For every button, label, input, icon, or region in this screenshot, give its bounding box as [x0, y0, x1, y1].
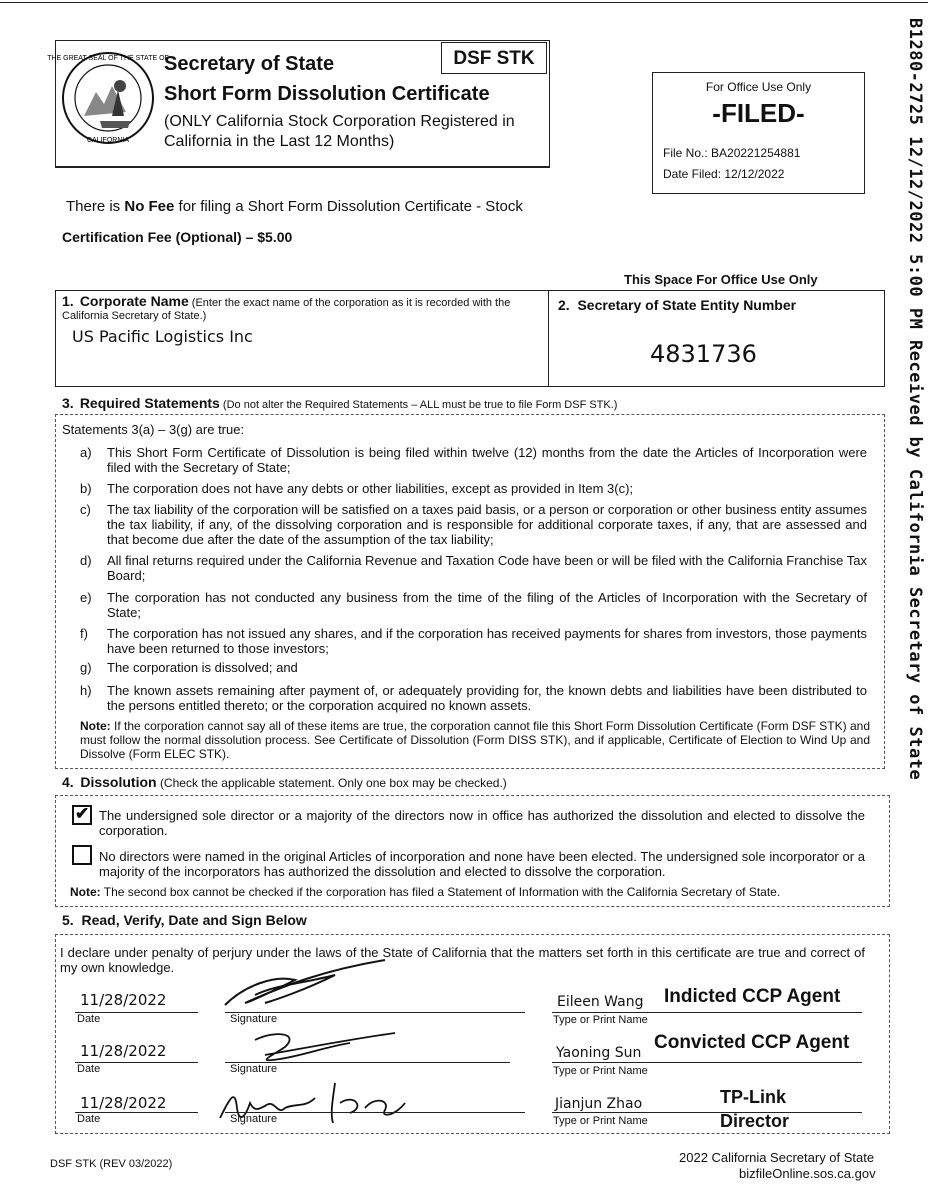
item3-intro: Statements 3(a) – 3(g) are true: — [62, 422, 245, 437]
item3-heading — [62, 395, 617, 411]
statement-letter: e) — [80, 590, 92, 605]
statement-letter: b) — [80, 481, 92, 496]
option2-checkbox[interactable] — [72, 845, 92, 865]
seal-text-top: THE GREAT SEAL OF THE STATE OF — [47, 55, 169, 62]
name-label: Type or Print Name — [553, 1065, 648, 1077]
signer2-name: Yaoning Sun — [556, 1045, 642, 1061]
statement-text: The known assets remaining after payment of, or adequately providing for, the known debts and liabilities have been distributed to the persons entitled thereto; or the corporation acquired no known assets. — [107, 683, 867, 713]
declaration-text: I declare under penalty of perjury under the laws of the State of California that the matters set forth in this certificate are true and correct of my own knowledge. — [60, 945, 865, 975]
form-code: DSF STK — [453, 48, 535, 69]
filed-status: -FILED- — [712, 98, 805, 128]
item1-hint: (Enter the exact name of the corporation as it is recorded with the California Secretary of State.) — [62, 297, 511, 322]
check-mark-icon: ✔ — [75, 804, 90, 823]
item1-title: Corporate Name — [79, 293, 189, 309]
footer-site[interactable]: bizfileOnline.sos.ca.gov — [739, 1166, 876, 1181]
corporate-name-value: US Pacific Logistics Inc — [72, 327, 253, 346]
item3-note-label: Note: — [80, 719, 111, 733]
signer1-annotation: Indicted CCP Agent — [664, 986, 841, 1007]
fee-line-post: for filing a Short Form Dissolution Certificate - Stock — [174, 198, 523, 215]
seal-text-bottom: CALIFORNIA — [86, 137, 130, 144]
item4-note-label: Note: — [70, 885, 101, 899]
signature-label: Signature — [230, 1113, 278, 1125]
signer3-annotation: TP-Link Director — [720, 1087, 790, 1131]
item1-heading — [62, 295, 532, 323]
signer3-date: 11/28/2022 — [80, 1094, 167, 1112]
signer2-annotation: Convicted CCP Agent — [654, 1032, 850, 1053]
item4-note — [70, 885, 780, 899]
item5-num: 5. — [62, 912, 74, 928]
form-revision: DSF STK (REV 03/2022) — [50, 1158, 173, 1170]
option1-checkbox[interactable] — [72, 805, 92, 825]
item4-title: Dissolution — [80, 774, 157, 790]
statement-text: The corporation has not conducted any business from the time of the filing of the Articles of Incorporation with the Secretary of State; — [107, 590, 867, 620]
statement-text: This Short Form Certificate of Dissolution is being filed within twelve (12) months from the date the Articles of Incorporation were filed with the Secretary of State; — [107, 445, 867, 475]
office-use-label: For Office Use Only — [705, 80, 812, 94]
name-label: Type or Print Name — [553, 1014, 648, 1026]
item3-note — [80, 719, 870, 761]
option1-text: The undersigned sole director or a majority of the directors now in office has authorized the dissolution and elected to dissolve the corporation. — [99, 808, 865, 838]
form-subtitle: (ONLY California Stock Corporation Registered in California in the Last 12 Months) — [164, 113, 515, 150]
signer1-date: 11/28/2022 — [80, 991, 167, 1009]
fee-line-bold: No Fee — [124, 198, 175, 215]
statement-text: All final returns required under the California Revenue and Taxation Code have been or will be filed with the California Franchise Tax Board; — [107, 553, 867, 583]
item3-num: 3. — [62, 395, 74, 411]
certification-fee: Certification Fee (Optional) – $5.00 — [62, 229, 293, 245]
signer3-name: Jianjun Zhao — [555, 1096, 643, 1112]
item2-title: Secretary of State Entity Number — [577, 297, 797, 313]
signature-1 — [215, 955, 395, 1015]
statement-letter: a) — [80, 445, 92, 460]
date-label: Date — [77, 1013, 101, 1025]
form-title: Short Form Dissolution Certificate — [164, 83, 490, 105]
statement-text: The corporation does not have any debts or other liabilities, except as provided in Item 3(c); — [107, 481, 634, 496]
fee-line-pre: There is — [66, 198, 125, 215]
signer1-name: Eileen Wang — [557, 994, 644, 1010]
signer2-date: 11/28/2022 — [80, 1042, 167, 1060]
statement-letter: h) — [80, 683, 92, 698]
item4-hint: (Check the applicable statement. Only one box may be checked.) — [159, 776, 507, 790]
item4-num: 4. — [62, 774, 74, 790]
item3-title: Required Statements — [79, 395, 220, 411]
statement-text: The corporation has not issued any shares, and if the corporation has received payments for shares from investors, those payments have been returned to those investors; — [107, 626, 867, 656]
signature-label: Signature — [230, 1013, 278, 1025]
office-space-label: This Space For Office Use Only — [624, 272, 818, 287]
item3-hint: (Do not alter the Required Statements – ALL must be true to file Form DSF STK.) — [222, 399, 618, 411]
item4-heading — [62, 774, 507, 790]
name-label: Type or Print Name — [553, 1115, 648, 1127]
date-filed: Date Filed: 12/12/2022 — [663, 167, 785, 181]
item2-heading — [558, 297, 796, 313]
date-label: Date — [77, 1113, 101, 1125]
date-label: Date — [77, 1063, 101, 1075]
statement-text: The corporation is dissolved; and — [107, 660, 298, 675]
state-seal-icon — [47, 46, 169, 150]
item4-note-text: The second box cannot be checked if the corporation has filed a Statement of Information with the California Secretary of State. — [103, 885, 781, 899]
statement-letter: d) — [80, 553, 92, 568]
footer-copyright: 2022 California Secretary of State — [679, 1150, 875, 1165]
statement-text: The tax liability of the corporation will be satisfied on a taxes paid basis, or a person or corporation or other business entity assumes the tax liability, if any, of the dissolving corporation and is responsible for additional corporate taxes, if any, that are assessed and that become due after the date of the assumption of the tax liability; — [107, 502, 867, 547]
item1-num: 1. — [62, 293, 74, 309]
signature-label: Signature — [230, 1063, 278, 1075]
option2-text: No directors were named in the original Articles of incorporation and none have been elected. The undersigned sole incorporator or a majority of the incorporators has authorized the dissolution and elected to dissolve the corporation. — [99, 849, 865, 879]
fee-line — [66, 198, 523, 215]
received-stamp: B1280-2725 12/12/2022 5:00 PM Received by California Secretary of State — [905, 18, 925, 781]
item5-title: Read, Verify, Date and Sign Below — [81, 912, 307, 928]
org-name: Secretary of State — [164, 53, 335, 75]
item2-num: 2. — [558, 297, 570, 313]
statement-letter: c) — [80, 502, 91, 517]
entity-number-value: 4831736 — [650, 340, 757, 368]
statement-letter: g) — [80, 660, 92, 675]
item5-heading — [62, 912, 307, 928]
statement-letter: f) — [80, 626, 88, 641]
file-number: File No.: BA20221254881 — [663, 146, 801, 160]
item3-note-text: If the corporation cannot say all of these items are true, the corporation cannot file this Short Form Dissolution Certificate (Form DSF STK) and must follow the normal dissolution process. See Certificate of Dissolution (Form DISS STK), and if applicable, Certificate of Election to Wind Up and Dissolve (Form ELEC STK). — [80, 719, 870, 761]
